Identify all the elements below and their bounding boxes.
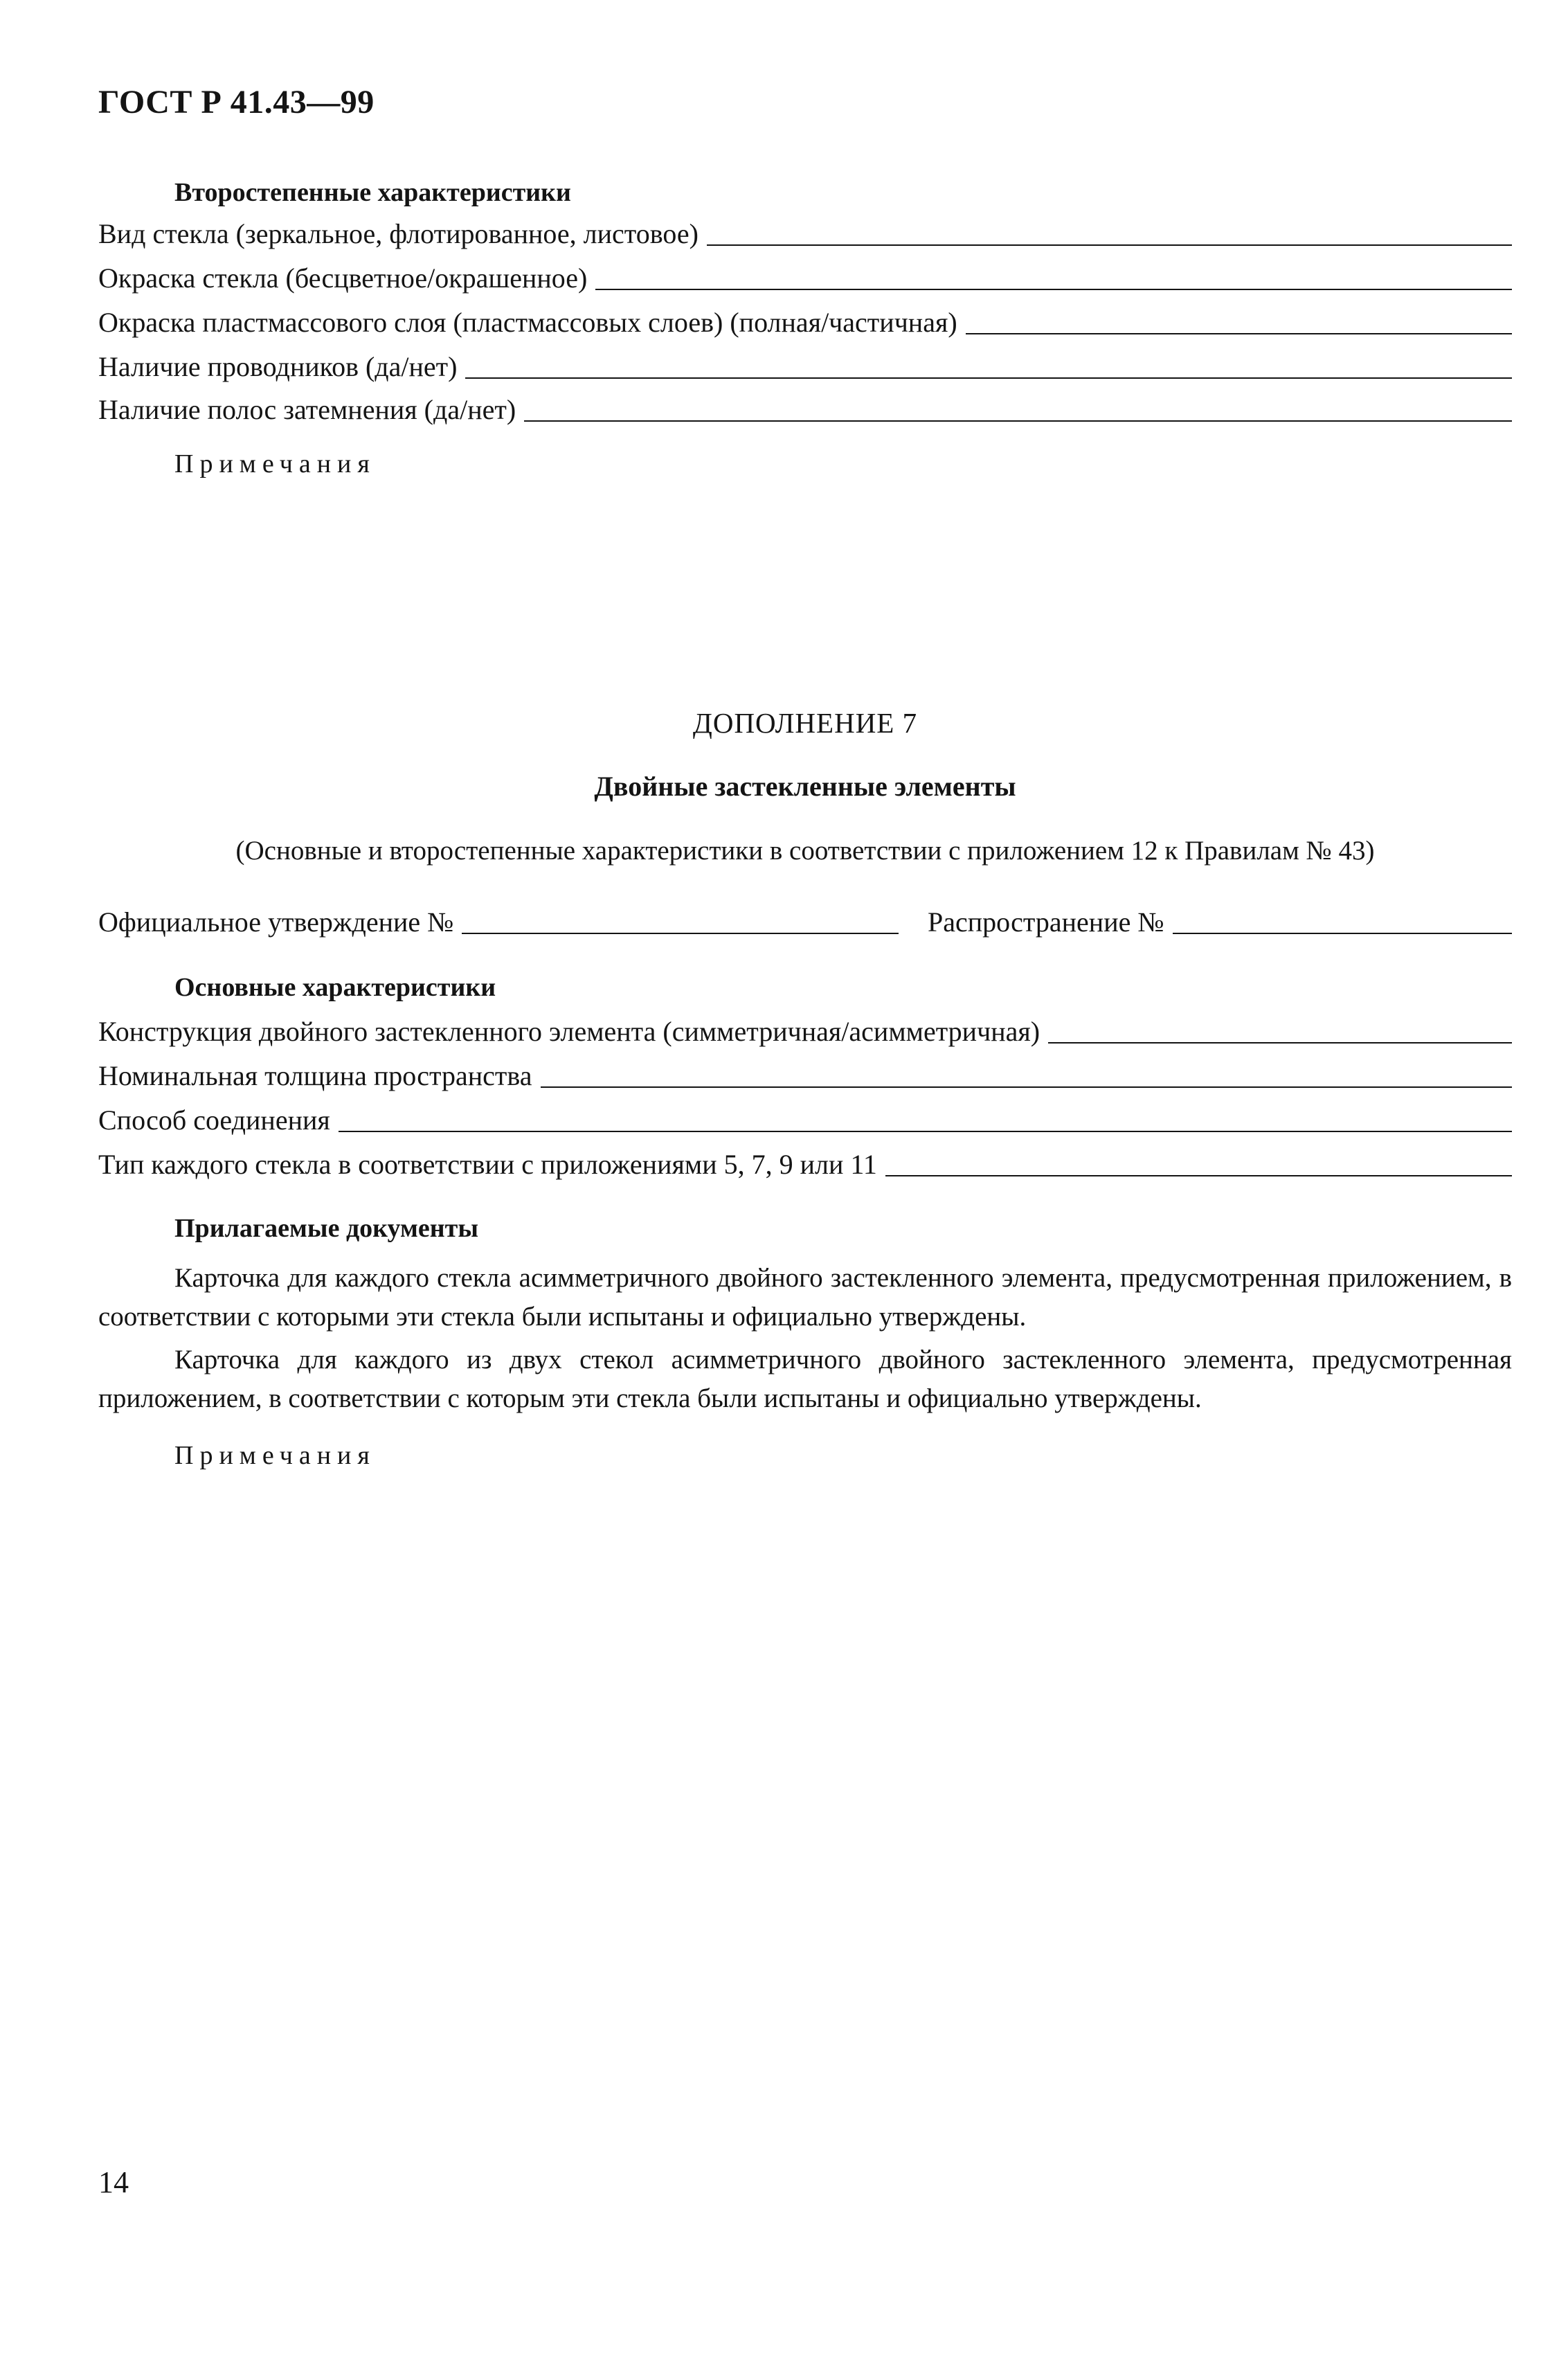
fill-line [1173,933,1512,934]
fill-line [966,333,1512,334]
glass-type-per-annex-field[interactable] [98,1151,1512,1179]
field-label: Окраска стекла (бесцветное/окрашенное) [98,262,588,294]
main-characteristics-heading: Основные характеристики [174,973,496,1002]
notes-label-bottom: Примечания [174,1441,376,1470]
appendix-subtitle: (Основные и второстепенные характеристики в соответствии с приложением 12 к Правилам № 43) [235,836,1375,866]
fill-line [339,1131,1512,1132]
joining-method-field[interactable] [98,1104,1512,1136]
field-label: Конструкция двойного застекленного элемента (симметричная/асимметричная) [98,1016,1040,1047]
fill-line [595,289,1512,290]
page-number: 14 [98,2165,129,2199]
conductors-field[interactable] [98,353,1512,381]
field-label: Тип каждого стекла в соответствии с приложениями 5, 7, 9 или 11 [98,1149,877,1180]
secondary-characteristics-heading: Второстепенные характеристики [174,178,571,207]
document-code-header: ГОСТ Р 41.43—99 [98,84,375,120]
attached-documents-heading: Прилагаемые документы [174,1214,479,1243]
notes-label-top: Примечания [174,449,376,478]
appendix-title: Двойные застекленные элементы [594,771,1016,802]
field-label: Окраска пластмассового слоя (пластмассовых слоев) (полная/частичная) [98,307,957,338]
construction-field[interactable] [98,1018,1512,1046]
field-label: Номинальная толщина пространства [98,1060,532,1091]
glass-type-field[interactable] [98,220,1512,248]
space-thickness-field[interactable] [98,1062,1512,1090]
fill-line [462,933,899,934]
appendix-label: ДОПОЛНЕНИЕ 7 [692,707,918,739]
fill-line [885,1175,1512,1176]
field-label: Наличие полос затемнения (да/нет) [98,394,516,425]
field-label: Вид стекла (зеркальное, флотированное, листовое) [98,218,699,249]
glass-color-field[interactable] [98,262,1512,294]
extension-number-field[interactable] [928,908,1512,936]
field-label: Распространение № [928,906,1164,938]
fill-line [1048,1042,1512,1044]
approval-number-field[interactable] [98,908,899,936]
plastic-layer-color-field[interactable] [98,309,1512,337]
fill-line [465,377,1512,379]
field-label: Официальное утверждение № [98,906,454,938]
shade-bands-field[interactable] [98,396,1512,424]
field-label: Наличие проводников (да/нет) [98,351,458,382]
field-label: Способ соединения [98,1104,330,1136]
attached-document-paragraph: Карточка для каждого стекла асимметричного двойного застекленного элемента, предусмотренная приложением, в соответствии с которыми эти стекла были испытаны и официально утверждены. [98,1263,1512,1332]
fill-line [707,244,1512,246]
attached-document-paragraph: Карточка для каждого из двух стекол асимметричного двойного застекленного элемента, предусмотренная приложением, в соответствии с которым эти стекла были испытаны и официально утверждены. [98,1345,1512,1413]
fill-line [524,420,1512,422]
fill-line [541,1086,1512,1088]
